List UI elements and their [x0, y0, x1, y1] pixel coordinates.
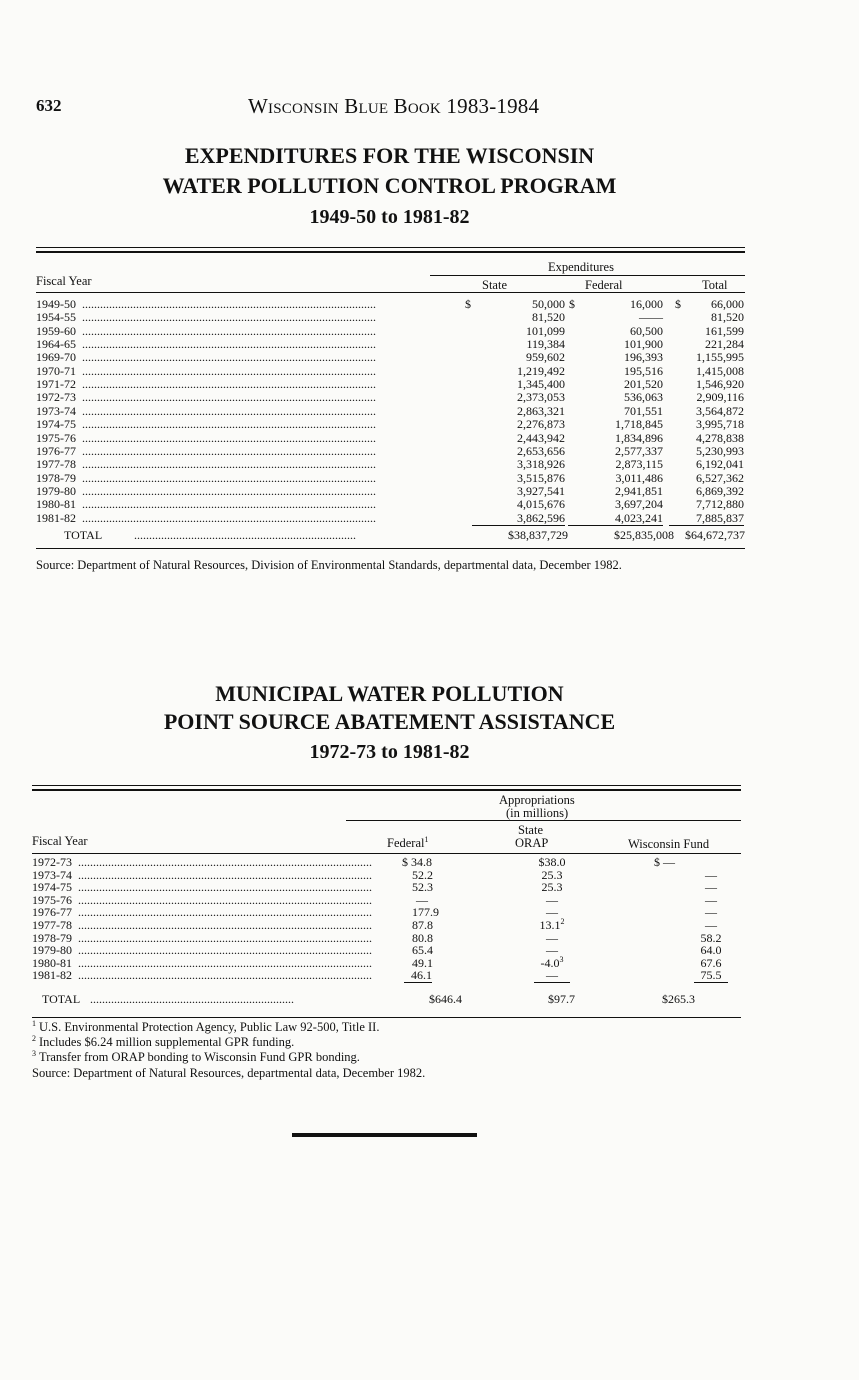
table2-row-year: 1976-77 — [32, 906, 72, 920]
table1-row-state: 3,927,541 — [517, 483, 565, 498]
table1-row-total: 3,995,718 — [696, 417, 744, 432]
table1-row-leader: .................................................................................................. — [82, 498, 376, 512]
table1-row-year: 1971-72 — [36, 378, 76, 392]
table1-row-total: 1,155,995 — [696, 350, 744, 365]
table1-row-year: 1981-82 — [36, 511, 76, 525]
table2-row-wi: — — [705, 918, 717, 932]
table1-row-leader: .................................................................................................. — [82, 484, 376, 498]
table1-row — [36, 391, 745, 404]
table1-row-total: 81,520 — [711, 310, 744, 325]
table1-col-total: Total — [702, 278, 728, 292]
table1-row-state: 2,276,873 — [517, 417, 565, 432]
table2-row-orap-value: 13.1 — [539, 918, 561, 932]
table1-row-leader: .................................................................................................. — [82, 431, 376, 445]
table2-row-orap-value: -4.0 — [540, 955, 560, 970]
table1-row-state: 119,384 — [526, 337, 565, 352]
table2-source: Source: Department of Natural Resources, departmental data, December 1982. — [32, 1066, 426, 1080]
table1-row — [36, 365, 745, 378]
table2-row-year: 1981-82 — [32, 969, 72, 983]
table1-row-federal: 2,577,337 — [615, 443, 663, 458]
table2-row-wi: 58.2 — [700, 930, 722, 945]
table1-state-currency: $ — [465, 297, 471, 311]
table2-footnote — [32, 1050, 360, 1065]
table2-row-year: 1979-80 — [32, 944, 72, 958]
table2-row-federal: — — [416, 892, 428, 907]
table2-row-year: 1975-76 — [32, 893, 72, 907]
table2-col-state-line2: ORAP — [515, 836, 549, 850]
table2-row-orap-value: — — [546, 968, 558, 983]
table2-row-wi: — — [705, 892, 717, 907]
table1-row — [36, 445, 745, 458]
table1-row — [36, 378, 745, 391]
table1-row-federal: 536,063 — [624, 390, 663, 405]
table1-row-year: 1973-74 — [36, 404, 76, 418]
table2-row-leader: .................................................................................................. — [78, 969, 372, 983]
table1-row-federal: 195,516 — [624, 363, 663, 378]
table1-row-leader: .................................................................................................. — [82, 351, 376, 365]
table1-row-leader: .................................................................................................. — [82, 511, 376, 525]
table2-row-leader: .................................................................................................. — [78, 906, 372, 920]
table1-row-federal: 1,834,896 — [615, 430, 663, 445]
table1-row-state: 3,862,596 — [472, 512, 565, 526]
table1-row-leader: .................................................................................................. — [82, 338, 376, 352]
table2-row-orap-note: 3 — [559, 954, 564, 964]
table2-footnote-text: Transfer from ORAP bonding to Wisconsin Fund GPR bonding. — [39, 1050, 360, 1064]
footnote-ref-1: 1 — [424, 834, 429, 844]
table2-total-federal: $646.4 — [429, 992, 462, 1006]
table1-top-rule — [36, 247, 745, 248]
table1-row-leader: .................................................................................................. — [82, 458, 376, 472]
table2-group-rule — [346, 820, 741, 821]
table1-title-line3: 1949-50 to 1981-82 — [309, 206, 470, 228]
table2-col-federal-label: Federal — [387, 836, 425, 850]
table1-row-federal: 3,697,204 — [615, 497, 663, 512]
table1-row-year: 1959-60 — [36, 324, 76, 338]
table2-row — [32, 969, 741, 982]
table1-group-header: Expenditures — [548, 260, 614, 274]
table1-row-year: 1964-65 — [36, 338, 76, 352]
table1-row — [36, 311, 745, 324]
table1-total-row — [36, 529, 745, 542]
table2-row-leader: .................................................................................................. — [78, 881, 372, 895]
table1-row-total: 1,546,920 — [696, 377, 744, 392]
table2-row — [32, 919, 741, 932]
table1-row-state: 81,520 — [532, 310, 565, 325]
table2-row-federal: 80.8 — [412, 930, 433, 945]
table2-total-label: TOTAL — [42, 993, 81, 1006]
table2-row-orap — [534, 969, 570, 983]
table1-row-total: 5,230,993 — [696, 443, 744, 458]
table2-row — [32, 894, 741, 907]
table2-row-orap-value: — — [546, 943, 558, 958]
table2-row-leader: .................................................................................................. — [78, 893, 372, 907]
table1-header-rule — [36, 292, 745, 293]
table2-row-wi: 67.6 — [700, 955, 722, 970]
table1-bottom-rule — [36, 548, 745, 549]
table1-row — [36, 432, 745, 445]
table1-row-year: 1970-71 — [36, 364, 76, 378]
table1-col-fiscal: Fiscal Year — [36, 274, 92, 288]
table2-row-federal: 49.1 — [412, 955, 433, 970]
table2-row-orap-value: — — [546, 892, 558, 907]
table1-row-total: 7,885,837 — [669, 512, 744, 526]
table1-row — [36, 472, 745, 485]
table1-row-federal: 16,000 — [630, 297, 663, 311]
table1-row-leader: .................................................................................................. — [82, 404, 376, 418]
table1-col-state: State — [482, 278, 507, 292]
table2-row-leader: .................................................................................................. — [78, 868, 372, 882]
table2-row — [32, 932, 741, 945]
table1-top-rule-2 — [36, 251, 745, 253]
table1-row — [36, 458, 745, 471]
table2-header-rule — [32, 853, 741, 854]
table1-row-year: 1979-80 — [36, 484, 76, 498]
table1-row-state: 2,373,053 — [517, 390, 565, 405]
table1-row-total: 221,284 — [705, 337, 744, 352]
table1-row-state: 3,515,876 — [517, 470, 565, 485]
table2-row-year: 1972-73 — [32, 856, 72, 869]
table1-row-total: 6,192,041 — [696, 457, 744, 472]
table2-row-orap-value: — — [546, 905, 558, 920]
table2-row-wi: $ — — [654, 855, 675, 869]
table2-row — [32, 881, 741, 894]
table1-row-state: 4,015,676 — [517, 497, 565, 512]
table2-footnote-mark: 3 — [32, 1048, 36, 1058]
table1-row-federal: —— — [639, 310, 663, 325]
table2-row-federal: 52.2 — [412, 867, 433, 882]
table1-row-leader: .................................................................................................. — [82, 418, 376, 432]
table2-title-line2: POINT SOURCE ABATEMENT ASSISTANCE — [163, 709, 616, 734]
table2-footnote-text: U.S. Environmental Protection Agency, Public Law 92-500, Title II. — [39, 1020, 380, 1034]
table1-row-year: 1976-77 — [36, 444, 76, 458]
table1-federal-currency: $ — [569, 297, 575, 311]
table1-row-total: 66,000 — [711, 297, 744, 311]
table1-row-total: 6,869,392 — [696, 483, 744, 498]
table1-row-leader: .................................................................................................. — [82, 298, 376, 311]
table2-col-fiscal: Fiscal Year — [32, 834, 88, 848]
table1-title-line1: EXPENDITURES FOR THE WISCONSIN — [184, 143, 595, 168]
table1-row-year: 1980-81 — [36, 498, 76, 512]
table2-row-orap-note: 2 — [560, 917, 565, 926]
table2-row-leader: .................................................................................................. — [78, 856, 372, 869]
table2-top-rule — [32, 785, 741, 786]
table1-total-federal: $25,835,008 — [614, 528, 674, 542]
table1-total-total: $64,672,737 — [685, 528, 745, 542]
page-number: 632 — [36, 96, 62, 115]
table2-col-federal — [387, 836, 428, 851]
table1-row-leader: .................................................................................................. — [82, 324, 376, 338]
table2-footnote-mark: 2 — [32, 1033, 36, 1043]
table2-row-wi: 75.5 — [694, 969, 728, 983]
table2-footnote — [32, 1035, 294, 1050]
table2-row-wi: — — [705, 867, 717, 882]
table2-row-wi: — — [705, 880, 717, 895]
table1-row-total: 1,415,008 — [696, 363, 744, 378]
table1-row-state: 1,219,492 — [517, 363, 565, 378]
table1-row-year: 1972-73 — [36, 391, 76, 405]
table2-title-line1: MUNICIPAL WATER POLLUTION — [215, 681, 564, 706]
table1-group-rule — [430, 275, 745, 276]
table2-row-federal: 65.4 — [412, 943, 433, 958]
table2-top-rule-2 — [32, 789, 741, 791]
table1-row-state: 101,099 — [526, 323, 565, 338]
table1-row-federal: 4,023,241 — [568, 512, 663, 526]
table2-row — [32, 856, 741, 869]
table2-row-year: 1974-75 — [32, 881, 72, 895]
table1-total-currency: $ — [675, 297, 681, 311]
table1-row-federal: 60,500 — [630, 323, 663, 338]
table1-row-total: 161,599 — [705, 323, 744, 338]
table2-total-row — [32, 993, 741, 1006]
table1-row-leader: .................................................................................................. — [82, 378, 376, 392]
table1-total-label: TOTAL — [64, 529, 103, 542]
table1-total-state: $38,837,729 — [508, 528, 568, 542]
table2-row — [32, 944, 741, 957]
ornamental-rule — [292, 1133, 477, 1137]
table1-col-federal: Federal — [585, 278, 623, 292]
table2-row-federal: 52.3 — [412, 880, 433, 895]
table2-group-header-line2: (in millions) — [506, 806, 569, 820]
table2-row-federal: 177.9 — [412, 905, 439, 920]
table2-row-leader: .................................................................................................. — [78, 944, 372, 958]
table1-row-state: 2,863,321 — [517, 403, 565, 418]
table1-row — [36, 298, 745, 311]
table2-bottom-rule — [32, 1017, 741, 1018]
table1-row — [36, 405, 745, 418]
table1-row-federal: 201,520 — [624, 377, 663, 392]
table2-row-year: 1980-81 — [32, 956, 72, 970]
table1-total-leader: .......................................................................... — [134, 529, 356, 542]
table2-total-orap: $97.7 — [548, 992, 575, 1006]
table2-group-header-line1: Appropriations — [499, 793, 575, 807]
table1-row-total: 4,278,838 — [696, 430, 744, 445]
table2-col-wisconsin: Wisconsin Fund — [628, 837, 710, 851]
table1-row-state: 1,345,400 — [517, 377, 565, 392]
table1-row — [36, 498, 745, 511]
table1-row-total: 7,712,880 — [696, 497, 744, 512]
table2-row-wi: 64.0 — [700, 943, 722, 958]
table1-row-state: 50,000 — [532, 297, 565, 311]
table1-row — [36, 485, 745, 498]
table1-row-state: 3,318,926 — [517, 457, 565, 472]
table1-row-federal: 701,551 — [624, 403, 663, 418]
table2-title-line3: 1972-73 to 1981-82 — [309, 741, 470, 763]
table1-row-state: 2,443,942 — [517, 430, 565, 445]
table2-col-state-line1: State — [518, 823, 543, 837]
table2-total-leader: .................................................................... — [90, 993, 294, 1006]
table2-row-orap-value: 25.3 — [541, 867, 563, 882]
table2-row-federal: 87.8 — [412, 918, 433, 932]
table2-row — [32, 906, 741, 919]
table1-row-year: 1954-55 — [36, 311, 76, 325]
table1-row-leader: .................................................................................................. — [82, 311, 376, 325]
table2-total-wi: $265.3 — [662, 992, 695, 1006]
table2-row-leader: .................................................................................................. — [78, 956, 372, 970]
table1-row-leader: .................................................................................................. — [82, 391, 376, 405]
table1-row-total: 6,527,362 — [696, 470, 744, 485]
table1-row-state: 959,602 — [526, 350, 565, 365]
table1-row-federal: 3,011,486 — [615, 470, 663, 485]
table1-row-total: 3,564,872 — [696, 403, 744, 418]
table1-row-federal: 2,873,115 — [615, 457, 663, 472]
table2-row-year: 1978-79 — [32, 931, 72, 945]
running-head: Wisconsin Blue Book 1983-1984 — [248, 94, 540, 118]
table1-row-leader: .................................................................................................. — [82, 444, 376, 458]
table1-row-federal: 1,718,845 — [615, 417, 663, 432]
table2-row-orap-value: — — [546, 930, 558, 945]
table2-row-leader: .................................................................................................. — [78, 919, 372, 932]
table1-row-state: 2,653,656 — [517, 443, 565, 458]
table2-footnote — [32, 1020, 379, 1035]
table2-footnote-mark: 1 — [32, 1018, 36, 1028]
table2-row-wi: — — [705, 905, 717, 920]
table2-row-orap-value: $38.0 — [538, 855, 566, 869]
table1-row-federal: 101,900 — [624, 337, 663, 352]
table1-row-federal: 2,941,851 — [615, 483, 663, 498]
table2-row-federal: 46.1 — [404, 969, 432, 983]
table1-row — [36, 338, 745, 351]
table2-row-federal: $ 34.8 — [402, 855, 432, 869]
table1-row — [36, 351, 745, 364]
table2-row-leader: .................................................................................................. — [78, 931, 372, 945]
table2-row-year: 1973-74 — [32, 868, 72, 882]
table2-row — [32, 954, 741, 970]
table1-row-year: 1978-79 — [36, 471, 76, 485]
table1-row-total: 2,909,116 — [696, 390, 744, 405]
table1-row-federal: 196,393 — [624, 350, 663, 365]
table1-row-year: 1975-76 — [36, 431, 76, 445]
table2-row-year: 1977-78 — [32, 919, 72, 932]
table2-footnote-text: Includes $6.24 million supplemental GPR funding. — [39, 1035, 295, 1049]
table1-row-year: 1977-78 — [36, 458, 76, 472]
table1-title-line2: WATER POLLUTION CONTROL PROGRAM — [162, 173, 617, 198]
table1-row-year: 1974-75 — [36, 418, 76, 432]
table2-row — [32, 869, 741, 882]
table1-row — [36, 512, 745, 525]
table1-row-leader: .................................................................................................. — [82, 364, 376, 378]
table1-source: Source: Department of Natural Resources, Division of Environmental Standards, departmental data, December 1982. — [36, 558, 622, 572]
table1-row-leader: .................................................................................................. — [82, 471, 376, 485]
table1-row — [36, 418, 745, 431]
table2-row-orap-value: 25.3 — [541, 880, 563, 895]
table1-row-year: 1949-50 — [36, 298, 76, 311]
table1-row — [36, 325, 745, 338]
table1-row-year: 1969-70 — [36, 351, 76, 365]
